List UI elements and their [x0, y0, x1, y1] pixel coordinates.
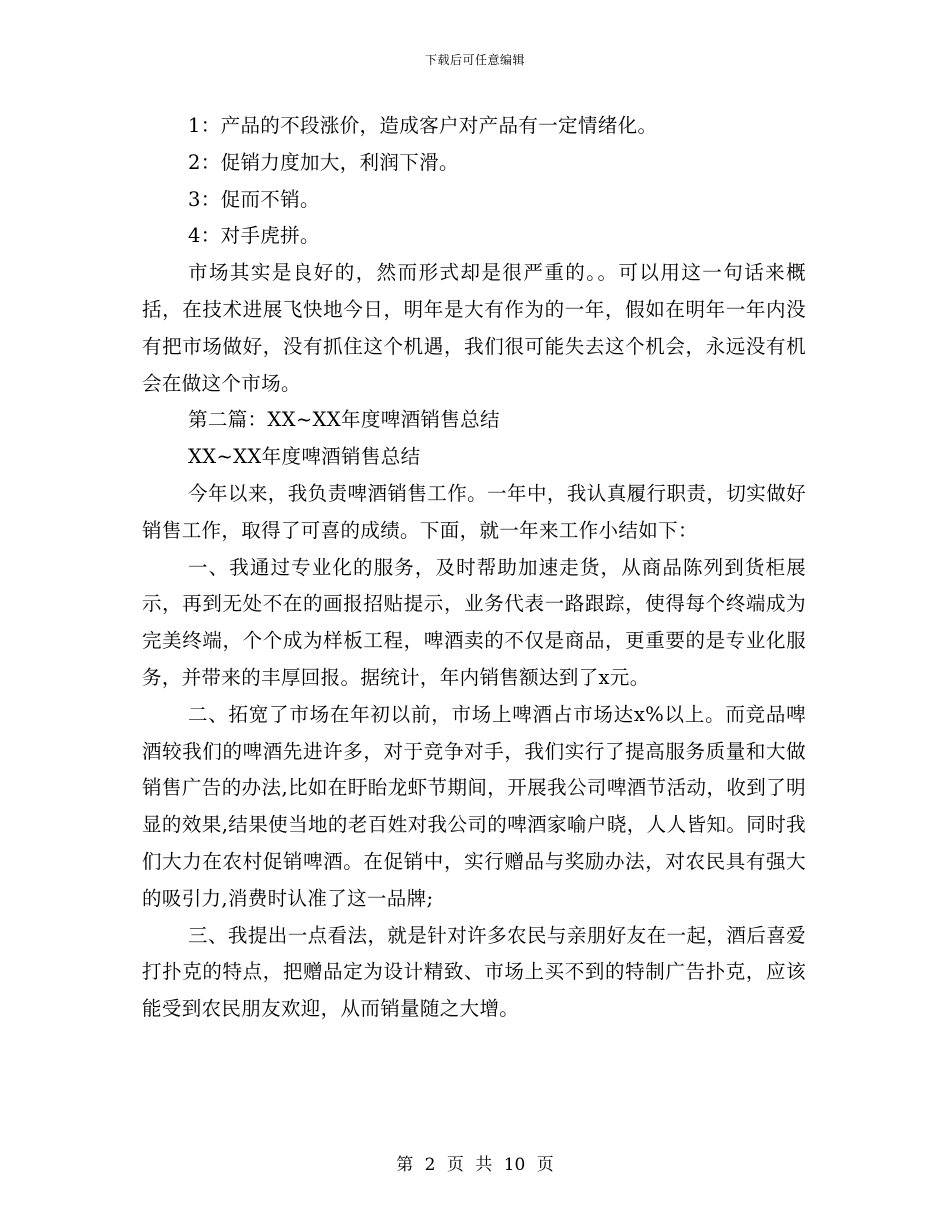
section-heading: 第二篇：XX~XX年度啤酒销售总结: [188, 408, 500, 432]
page-footer: 第 2 页 共 10 页: [396, 1155, 554, 1175]
point-three-paragraph: 三、我提出一点看法，就是针对许多农民与亲朋好友在一起，酒后喜爱打扑克的特点，把赠品定为设计精致、市场上买不到的特制广告扑克，应该能受到农民朋友欢迎，从而销量随之大增。: [142, 923, 806, 1021]
point-one-paragraph: 一、我通过专业化的服务，及时帮助加速走货，从商品陈列到货柜展示，再到无处不在的画报招贴提示，业务代表一路跟踪，使得每个终端成为完美终端，个个成为样板工程，啤酒卖的不仅是商品，更重要的是专业化服务，并带来的丰厚回报。据统计，年内销售额达到了x元。: [142, 555, 806, 689]
intro-paragraph: 今年以来，我负责啤酒销售工作。一年中，我认真履行职责，切实做好销售工作，取得了可喜的成绩。下面，就一年来工作小结如下：: [142, 481, 806, 542]
page-header: 下载后可任意编辑: [424, 53, 525, 67]
document-body: [142, 108, 806, 1028]
list-item-2: 2：促销力度加大，利润下滑。: [188, 150, 459, 174]
list-item-1: 1：产品的不段涨价，造成客户对产品有一定情绪化。: [188, 114, 658, 137]
list-item-3: 3：促而不销。: [188, 187, 320, 211]
section-title: XX~XX年度啤酒销售总结: [188, 445, 421, 469]
market-summary-paragraph: 市场其实是良好的，然而形式却是很严重的。。可以用这一句话来概括，在技术进展飞快地今日，明年是大有作为的一年，假如在明年一年内没有把市场做好，没有抓住这个机遇，我们很可能失去这个机会，永远没有机会在做这个市场。: [142, 261, 806, 395]
list-item-4: 4：对手虎拼。: [188, 224, 320, 248]
point-two-paragraph: 二、拓宽了市场在年初以前，市场上啤酒占市场达x%以上。而竞品啤酒较我们的啤酒先进许多，对于竞争对手，我们实行了提高服务质量和大做销售广告的办法,比如在盱眙龙虾节期间，开展我公司啤酒节活动，收到了明显的效果,结果使当地的老百姓对我公司的啤酒家喻户晓，人人皆知。同时我们大力在农村促销啤酒。在促销中，实行赠品与奖励办法，对农民具有强大的吸引力,消费时认准了这一品牌;: [142, 702, 806, 910]
